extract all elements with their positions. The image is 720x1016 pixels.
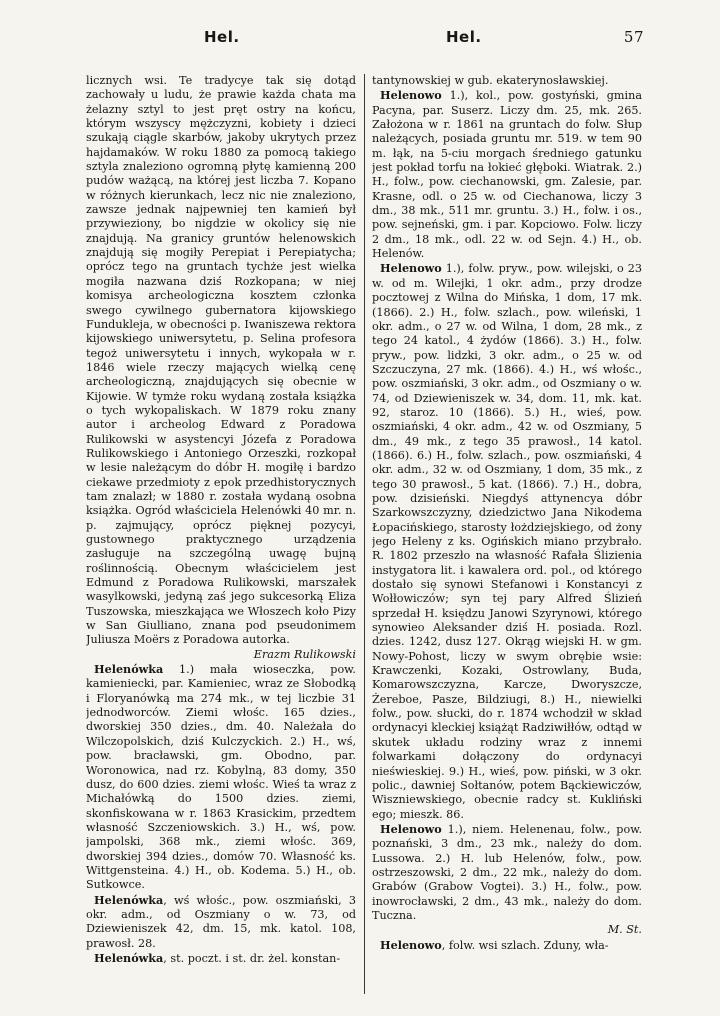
dictionary-entry [372, 938, 642, 953]
entry-body: , folw. wsi szlach. Zduny, wła- [441, 938, 609, 952]
entry-headword: Helenowo [380, 261, 442, 276]
entry-headword: Helenówka [94, 662, 164, 677]
dictionary-entry [372, 822, 642, 923]
column-divider [364, 74, 365, 994]
dictionary-entry [86, 951, 356, 966]
page-number: 57 [623, 28, 644, 46]
author-signature: Erazm Rulikowski [253, 647, 356, 661]
dictionary-entry [372, 88, 642, 261]
entry-continuation: tantynowskiej w gub. ekaterynosławskiej. [372, 74, 609, 87]
right-column [372, 74, 642, 994]
entry-body: 1.), niem. Helenenau, folw., pow. poznański, 3 dm., 23 mk., należy do dom. Lussowa. 2.) H. lub Helenów, folw., pow. ostrzeszowski, 2 dm., 22 mk., należy do dom. Grabów (Grabow Vogtei). 3.) H., folw., pow. inowrocławski, 2 dm., 43 mk., należy do dom. Tuczna. [372, 822, 642, 922]
dictionary-entry [372, 261, 642, 821]
entry-body: 1.), kol., pow. gostyński, gmina Pacyna, par. Suserz. Liczy dm. 25, mk. 265. Założona w r. 1861 na gruntach do folw. Słup należących, posiada gruntu mr. 519. w tem 90 m. łąk, na 5-ciu morgach średniego gatunku jest pokład torfu na łokieć głęboki. Wiatrak. 2.) H., folw., pow. ciechanowski, gm. Zalesie, par. Krasne, odl. o 25 w. od Ciechanowa, liczy 3 dm., 38 mk., 511 mr. gruntu. 3.) H., folw. i os., pow. sejneński, gm. i par. Kopciowo. Folw. liczy 2 dm., 18 mk., odl. 22 w. od Sejn. 4.) H., ob. Helenów. [372, 89, 642, 261]
entry-headword: Helenowo [380, 821, 442, 836]
left-column [86, 74, 356, 994]
entry-headword: Helenowo [380, 88, 442, 103]
author-signature: M. St. [607, 923, 642, 937]
dictionary-entry [86, 893, 356, 951]
entry-continuation: licznych wsi. Te tradycye tak się dotąd zachowały u ludu, że prawie każda chata ma żelazny sztyl to jest pręt ostry na końcu, którym wszyscy mężczyzni, kobiety i dzieci szukają ciągle skarbów, jakoby ukrytych przez hajdamaków. W roku 1880 za pomocą takiego sztyla znaleziono ogromną płytę kamienną 200 pudów ważącą, na której jest liczba 7. Kopano w różnych kierunkach, lecz nic nie znaleziono, zawsze jednak najpewniej ten kamień był przywieziony, bo nigdzie w okolicy się nie znajdują. Na granicy gruntów helenowskich znajdują się mogiły Perepiat i Perepiatycha; oprócz tego na gruntach tychże jest wielka mogiła nazwana dziś Rozkopana; w niej komisya archeologiczna kosztem członka swego cywilnego gubernatora kijowskiego Fundukleja, w obecności p. Iwaniszewa rektora kijowskiego uniwersytetu, p. Selina profesora tegoż uniwersytetu i innych, wykopała w r. 1846 wiele rzeczy mających wielką cenę archeologiczną, znajdujących się obecnie w Kijowie. W tymże roku wydaną została książka o tych wykopaliskach. W 1879 roku znany autor i archeolog Edward z Poradowa Rulikowski w asystencyi Józefa z Poradowa Rulikowskiego i Antoniego Orzeszki, rozkopał w lesie należącym do dóbr H. mogiłę i bardzo ciekawe przedmioty z epok przedhistorycznych tam znalazł; w 1880 r. została wydaną osobna książka. Ogród właściciela Helenówki 40 mr. n. p. zajmujący, oprócz pięknej pozycyi, gustownego praktycznego urządzenia zasługuje na szczególną uwagę bujną roślinnością. Obecnym właścicielem jest Edmund z Poradowa Rulikowski, marszałek wasylkowski, jedyną zaś jego sukcesorką Eliza Tuszowska, mieszkająca we Włoszech koło Pizy w San Giulliano, znana pod pseudonimem Juliusza Moërs z Poradowa autorka. [86, 74, 356, 647]
entry-headword: Helenówka [94, 950, 164, 965]
entry-body: , st. poczt. i st. dr. żel. konstan- [163, 951, 341, 965]
text-columns [86, 74, 642, 994]
header-left-catchword: Hel. [204, 28, 240, 46]
page-header [86, 28, 644, 54]
header-right-catchword: Hel. [446, 28, 482, 46]
entry-body: 1.), folw. pryw., pow. wilejski, o 23 w. od m. Wilejki, 1 okr. adm., przy drodze pocztowej z Wilna do Mińska, 1 dom, 17 mk. (1866). 2.) H., folw. szlach., pow. wileński, 1 okr. adm., o 27 w. od Wilna, 1 dom, 28 mk., z tego 24 katol., 4 żydów (1866). 3.) H., folw. pryw., pow. lidzki, 3 okr. adm., o 25 w. od Szczuczyna, 27 mk. (1866). 4.) H., wś włośc., pow. oszmiański, 3 okr. adm., od Oszmiany o w. 74, od Dziewieniszek w. 34, dom. 11, mk. kat. 92, staroz. 10 (1866). 5.) H., wieś, pow. oszmiański, 4 okr. adm., 42 w. od Oszmiany, 5 dm., 49 mk., z tego 35 prawosł., 14 katol. (1866). 6.) H., folw. szlach., pow. oszmiański, 4 okr. adm., 32 w. od Oszmiany, 1 dom, 35 mk., z tego 30 prawosł., 5 kat. (1866). 7.) H., dobra, pow. dzisieński. Niegdyś attynencya dóbr Szarkowszczyzny, dziedzictwo Jana Nikodema Łopacińskiego, starosty łożdziejskiego, od żony jego Heleny z ks. Ogińskich miano przybrało. R. 1802 przeszło na własność Rafała Ślizienia instygatora lit. i kawalera ord. pol., od którego dostało się synowi Stefanowi i Konstancyi z Wołłowiczów; syn tej pary Alfred Ślizień sprzedał H. księdzu Janowi Szyrynowi, którego synowieo Aleksander dziś H. posiada. Rozl. dzies. 1242, dusz 127. Okrąg wiejski H. w gm. Nowy-Pohost, liczy w swym obrębie wsie: Krawczenki, Kozaki, Ostrowlany, Buda, Komarowszczyzna, Karcze, Dworyszcze, Żereboe, Pasze, Bildziugi, 8.) H., niewielki folw., pow. słucki, do r. 1874 wchodził w skład ordynacyi kleckiej książąt Radziwiłłów, odtąd w skutek układu rodziny wraz z innemi folwarkami dołączony do ordynacyi nieświeskiej. 9.) H., wieś, pow. piński, w 3 okr. polic., dawniej Sołtanów, potem Bąckiewiczów, Wiszniewskiego, obecnie radcy st. Kukliński ego; mieszk. 86. [372, 262, 642, 821]
entry-body: , wś włośc., pow. oszmiański, 3 okr. adm., od Oszmiany o w. 73, od Dziewieniszek 42, dm. 15, mk. katol. 108, prawosł. 28. [86, 893, 356, 950]
entry-headword: Helenówka [94, 892, 164, 907]
entry-headword: Helenowo [380, 937, 442, 952]
dictionary-entry [86, 662, 356, 893]
entry-body: 1.) mała wioseczka, pow. kamieniecki, par. Kamieniec, wraz ze Słobodką i Floryanówką ma 274 mk., w tej liczbie 31 jednodworców. Ziemi włośc. 165 dzies., dworskiej 350 dzies., dm. 40. Należała do Wilczopolskich, dziś Kulczyckich. 2.) H., wś, pow. bracławski, gm. Obodno, par. Woronowica, nad rz. Kobylną, 83 domy, 350 dusz, do 600 dzies. ziemi włośc. Wieś ta wraz z Michałówką do 1500 dzies. ziemi, skonfiskowana w r. 1863 Krasickim, przedtem własność Szczeniowskich. 3.) H., wś, pow. jampolski, 368 mk., ziemi włośc. 369, dworskiej 394 dzies., domów 70. Własność ks. Wittgensteina. 4.) H., ob. Kodema. 5.) H., ob. Sutkowce. [86, 663, 356, 892]
